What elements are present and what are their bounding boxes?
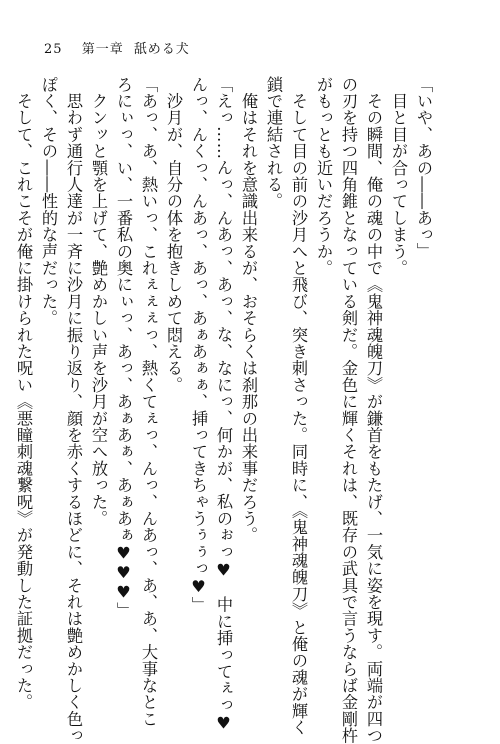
text-line: その瞬間、俺の魂の中で《鬼神魂魄刀》が鎌首をもたげ、一気に姿を現す。両端が四つ	[364, 76, 383, 744]
text-line: 俺はそれを意識出来るが、おそらくは刹那の出来事だろう。	[239, 76, 258, 544]
text-line: 「えっ……んっ、んあっ、あっ、な、なにっ、何かが、私のぉっ♥ 中に挿ってぇっ♥	[214, 76, 233, 733]
text-line: 思わず通行人達が一斉に沙月に振り返り、顔を赤くするほどに、それは艶めかしく色っ	[64, 76, 83, 744]
text-line: んっ、んくっ、んあっ、あっ、あぁあぁぁ、挿ってきちゃうぅぅっ♥」	[189, 76, 208, 614]
text-line: 沙月が、自分の体を抱きしめて悶える。	[164, 76, 183, 394]
text-line: ぽく、その――性的な声だった。	[39, 76, 58, 327]
text-line: そして、これこそが俺に掛けられた呪い《悪瞳刺魂繋呪》が発動した証拠だった。	[14, 76, 33, 711]
vertical-text-body	[14, 76, 436, 744]
text-line: 「いや、あの――あっ」	[414, 76, 433, 260]
text-line: クンッと顎を上げて、艶めかしい声を沙月が空へ放った。	[89, 76, 108, 527]
text-line: がもっとも近いだろうか。	[314, 76, 333, 277]
text-line: の刃を持つ四角錐となっている剣だ。金色に輝くそれは、既存の武具で言うならば金剛杵	[339, 76, 358, 744]
text-line: ろにぃっ、い、一番私の奥にぃっ、あっ、あぁあぁ、あぁあぁ♥♥♥」	[114, 76, 133, 619]
text-line: 目と目が合ってしまう。	[389, 76, 408, 277]
page-number: 25	[44, 42, 63, 57]
chapter-label: 第一章	[81, 42, 124, 57]
chapter-title: 舐める犬	[133, 42, 190, 57]
text-line: そして目の前の沙月へと飛び、突き刺さった。同時に、《鬼神魂魄刀》と俺の魂が輝く	[289, 76, 308, 736]
running-header	[44, 38, 190, 57]
text-line: 「あっ、あ、熱いっ、これぇぇぇっ、熱くてぇっ、んっ、んあっ、あ、あ、大事なとこ	[139, 76, 158, 728]
text-line: 鎖で連結される。	[264, 76, 283, 210]
